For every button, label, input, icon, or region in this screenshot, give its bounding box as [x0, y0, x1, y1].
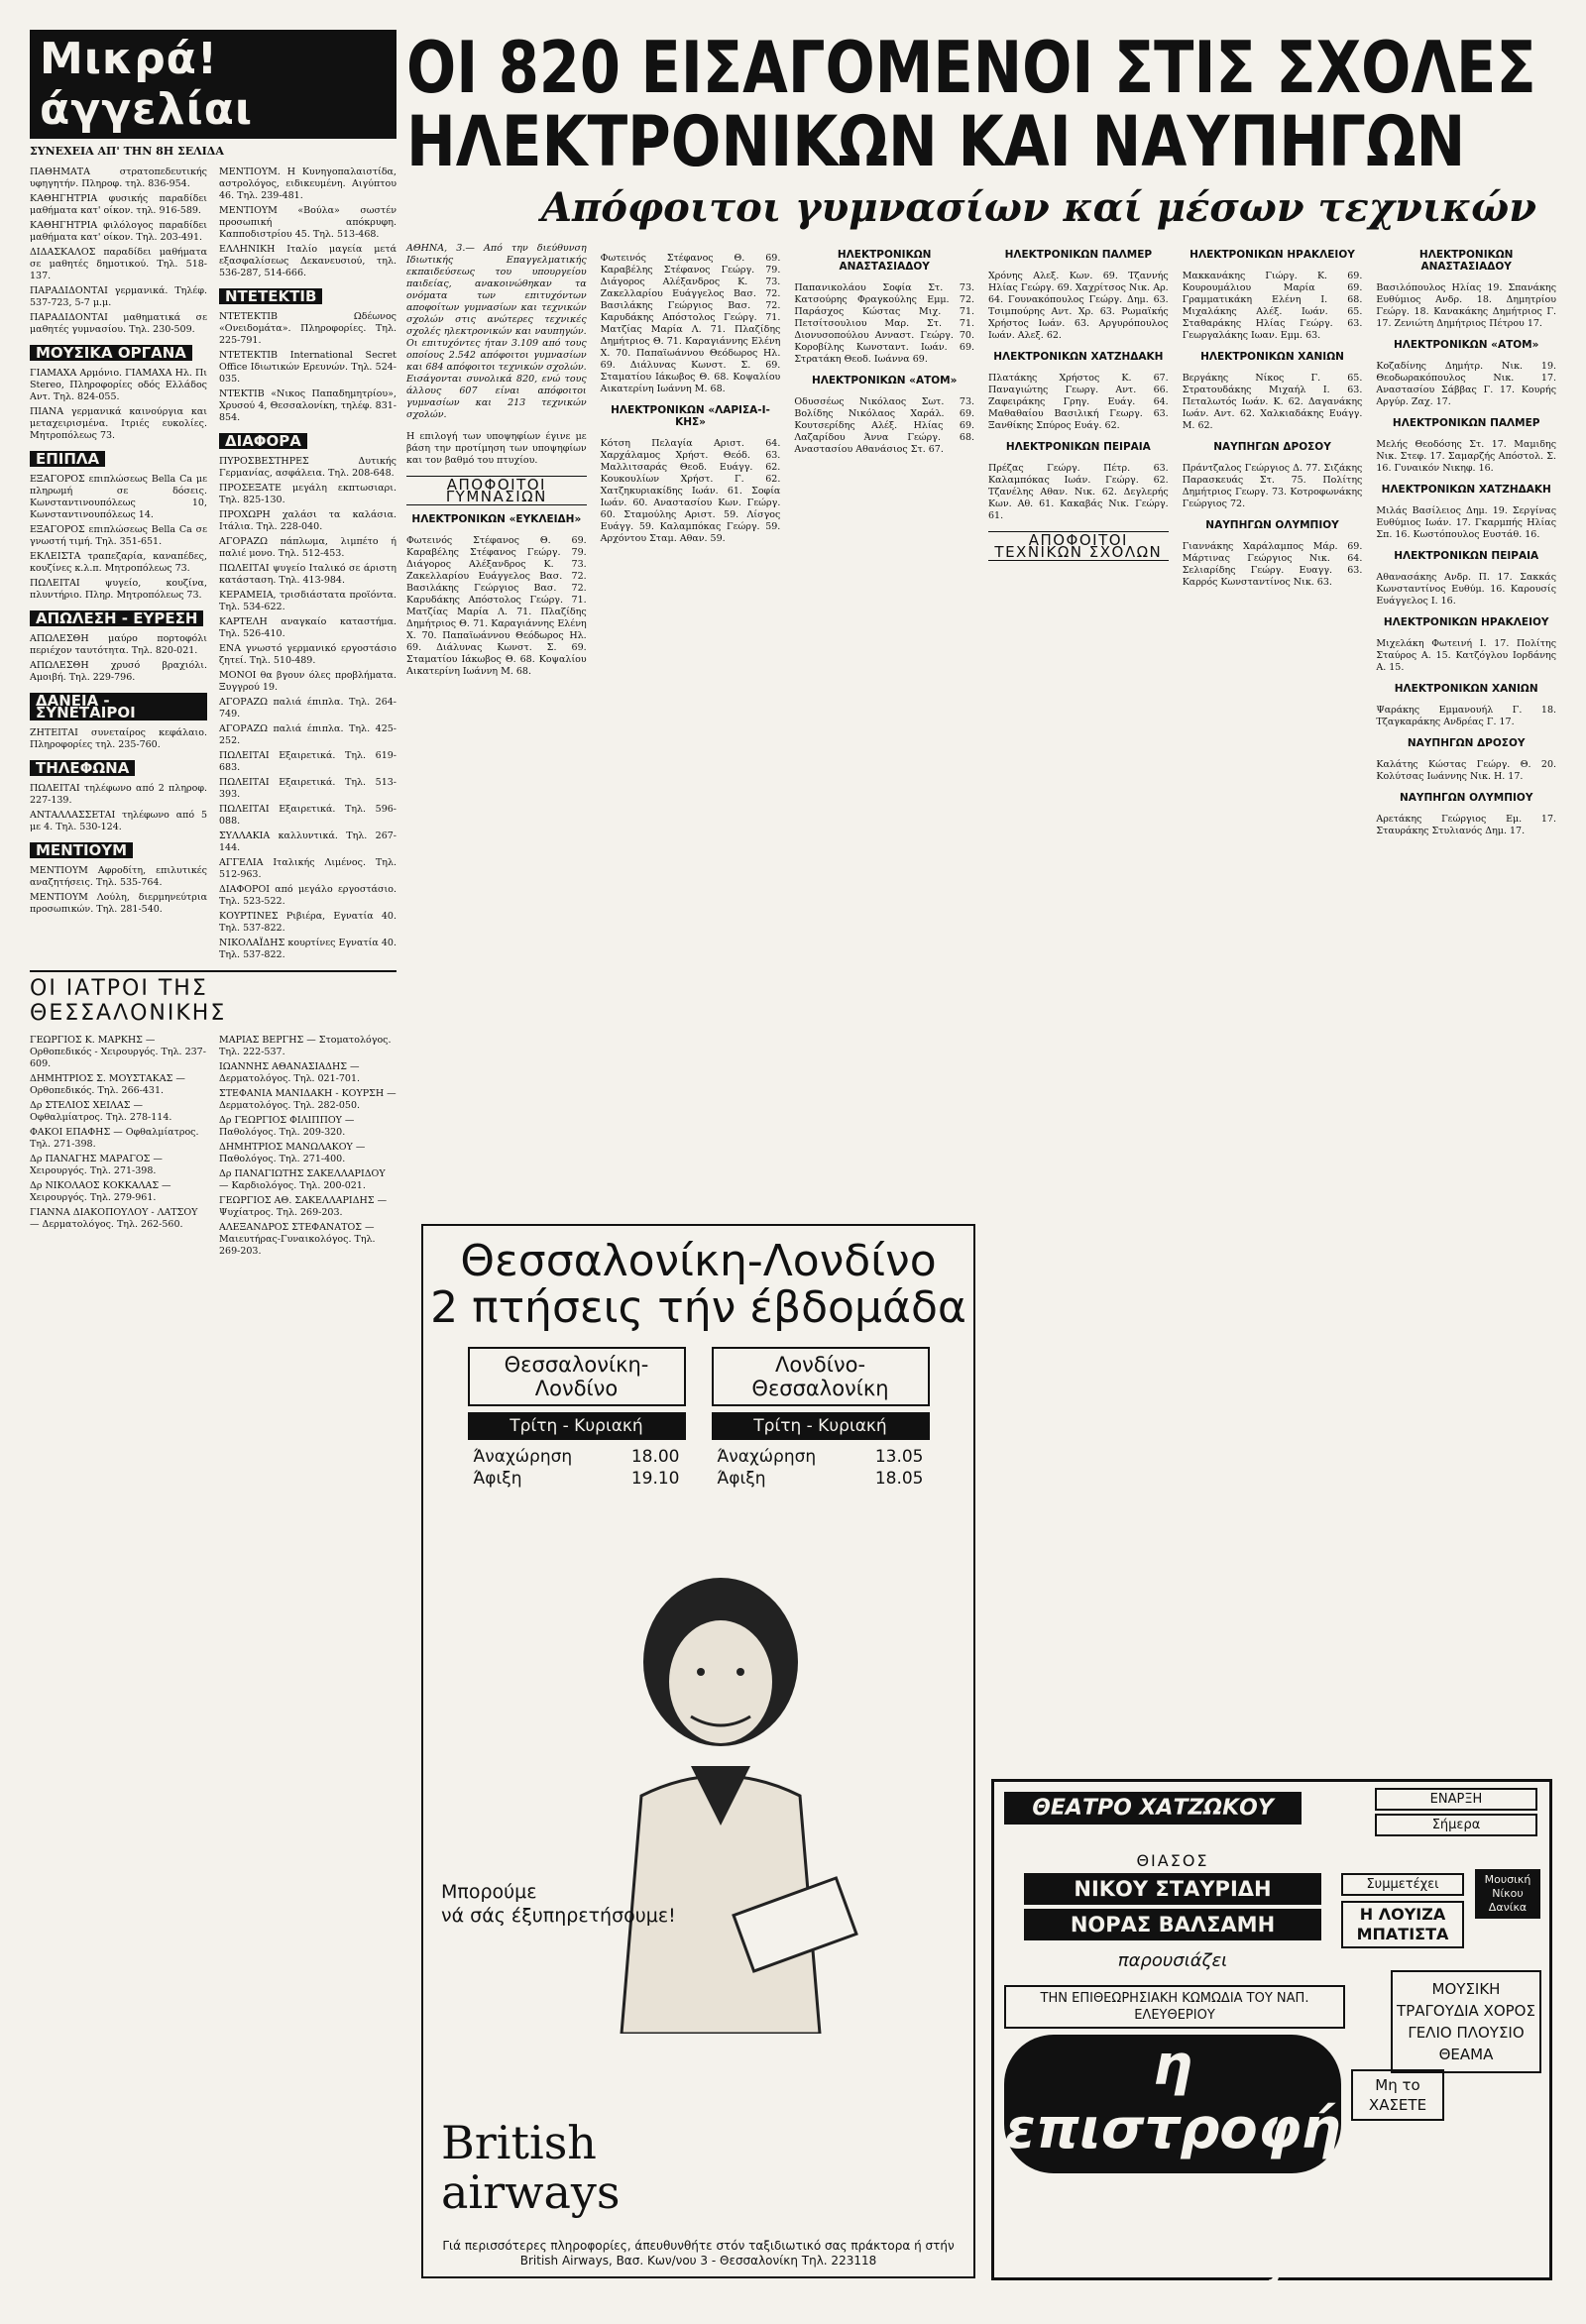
classified-ad: ΠΩΛΕΙΤΑΙ Εξαιρετικά. Τηλ. 619-683.: [219, 750, 396, 773]
school-heading: ΝΑΥΠΗΓΩΝ ΟΛΥΜΠΙΟΥ: [1205, 519, 1339, 531]
classified-ad: ΝΤΕΤΕΚΤΙΒ International Secret Office Ιδιωτικών Ερευνών. Τηλ. 524-035.: [219, 350, 396, 385]
departure-time: 13.05: [874, 1447, 924, 1467]
slogan-line: Μπορούμε: [441, 1881, 537, 1903]
school-heading: ΗΛΕΚΤΡΟΝΙΚΩΝ ΑΝΑΣΤΑΣΙΑΔΟΥ: [1418, 249, 1514, 273]
school-heading: ΗΛΕΚΤΡΟΝΙΚΩΝ ΧΑΝΙΩΝ: [1200, 351, 1344, 363]
today-label: Σήμερα: [1375, 1814, 1537, 1836]
school-list: Μιλάς Βασίλειος Δημ. 19. Σεργίνας Ευθύμιος Ιωάν. 17. Γκαρμπής Ηλίας Σπ. 16. Κωστόπουλος Ευστάθ. 16.: [1376, 504, 1557, 540]
brand-line: British: [441, 2116, 597, 2169]
ad-slogan: [441, 1880, 676, 1928]
doctors-columns: [30, 1032, 396, 1261]
school-list: Πρέζας Γεώργ. Πέτρ. 63. Καλαμπόκας Ιωάν. Γεώργ. 62. Τζανέλης Αθαν. Νικ. 62. Δεγλερής Κων. Αθ. 61. Κακαβάς Νικ. Γεώργ. 61.: [988, 462, 1169, 521]
school-heading: ΗΛΕΚΤΡΟΝΙΚΩΝ ΗΡΑΚΛΕΙΟΥ: [1383, 616, 1549, 628]
theatre-ad: [991, 1779, 1552, 2288]
school-list: Μακκανάκης Γιώργ. Κ. 69. Κουρουμάλιου Μαρία 69. Γραμματικάκη Ελένη Ι. 68. Μιχαλάκης Αλέξ. Ιωάν. 65. Σταθαράκης Ηλίας Γεώργ. 63. Γεωργαλάκης Ιωαν. Εμμ. 63.: [1182, 270, 1363, 341]
doctor-entry: ΔΗΜΗΤΡΙΟΣ Σ. ΜΟΥΣΤΑΚΑΣ — Ορθοπεδικός. Τηλ. 266-431.: [30, 1073, 185, 1096]
doctor-entry: ΓΕΩΡΓΙΟΣ Κ. ΜΑΡΚΗΣ — Ορθοπεδικός - Χειρουργός. Τηλ. 237-609.: [30, 1035, 206, 1069]
school-heading: ΗΛΕΚΤΡΟΝΙΚΩΝ «ΑΤΟΜ»: [1393, 339, 1539, 351]
classified-ad: ΖΗΤΕΙΤΑΙ συνεταίρος κεφάλαιο. Πληροφορίες τηλ. 235-760.: [30, 727, 207, 750]
subheadline: Απόφοιτοι γυμνασίων καί μέσων τεχνικών: [540, 184, 1536, 231]
classified-ad: ΜΕΝΤΙΟΥΜ Λούλη, διερμηνεύτρια προσωπικών. Τηλ. 281-540.: [30, 892, 207, 915]
classified-ad: ΠΑΡΑΔΙΔΟΝΤΑΙ μαθηματικά σε μαθητές γυμνασίου. Τηλ. 230-509.: [30, 312, 207, 335]
classified-ad: ΕΛΛΗΝΙΚΗ Ιταλίο μαγεία μετά εξασφαλίσεως Δεκανευσιού, τηλ. 536-287, 514-666.: [219, 244, 396, 278]
doctor-entry: Δρ ΣΤΕΛΙΟΣ ΧΕΙΛΑΣ — Οφθαλμίατρος. Τηλ. 278-114.: [30, 1100, 172, 1123]
classified-ad: ΑΠΩΛΕΣΘΗ χρυσό βραχιόλι. Αμοιβή. Τηλ. 229-796.: [30, 660, 207, 683]
doctor-entry: ΜΑΡΙΑΣ ΒΕΡΓΗΣ — Στοματολόγος. Τηλ. 222-537.: [219, 1035, 392, 1057]
classifieds-columns: [30, 164, 396, 964]
flight-schedule: [423, 1347, 973, 1490]
doctor-entry: Δρ ΓΕΩΡΓΙΟΣ ΦΙΛΙΠΠΟΥ — Παθολόγος. Τηλ. 209-320.: [219, 1115, 355, 1138]
article-column: [601, 243, 781, 846]
doctors-heading: ΟΙ ΙΑΤΡΟΙ ΤΗΣ ΘΕΣΣΑΛΟΝΙΚΗΣ: [30, 970, 396, 1026]
ad-title: Θεσσαλονίκη-Λονδίνο: [460, 1236, 937, 1286]
school-list: Πλατάκης Χρήστος Κ. 67. Παναγιώτης Γεωργ. Αντ. 66. Ζαφειράκης Γρηγ. Ευάγ. 64. Μαθαθαίου Βασιλική Γεωργ. 63. Ξανθίκης Σπύρος Ευάγ. 62.: [988, 372, 1169, 431]
article-paragraph: Η επιλογή των υποψηφίων έγινε με βάση την προτίμηση των υποψηφίων και τον βαθμό του πτυχίου.: [406, 430, 587, 466]
classified-ad: ΔΙΔΑΣΚΑΛΟΣ παραδίδει μαθήματα σε μαθητές δημοτικού. Τηλ. 518-137.: [30, 247, 207, 281]
doctor-entry: ΓΕΩΡΓΙΟΣ ΑΘ. ΣΑΚΕΛΛΑΡΙΔΗΣ — Ψυχίατρος. Τηλ. 269-203.: [219, 1195, 388, 1218]
play-title: η επιστροφή της....... Λούλας: [1004, 2034, 1341, 2288]
school-list: Βασιλόπουλος Ηλίας 19. Σπανάκης Ευθύμιος Ανδρ. 18. Δημητρίου Γεώργ. 18. Κανακάκης Δημήτριος Γ. 17. Ζενιώτη Δημήτριος Πέτρου 17.: [1376, 281, 1557, 329]
times: [712, 1446, 930, 1490]
days-label: Τρίτη - Κυριακή: [468, 1412, 686, 1440]
doctors-col-1: [30, 1032, 207, 1261]
dont-miss-label: Μη το ΧΑΣΕΤΕ: [1351, 2069, 1444, 2121]
guest-performer: Η ΛΟΥΙΖΑ ΜΠΑΤΙΣΤΑ: [1341, 1901, 1464, 1948]
headline-line-2: ΗΛΕΚΤΡΟΝΙΚΩΝ ΚΑΙ ΝΑΥΠΗΓΩΝ: [406, 101, 1466, 182]
continued-note: ΣΥΝΕΧΕΙΑ ΑΠ' ΤΗΝ 8Η ΣΕΛΙΔΑ: [30, 145, 224, 158]
article-body: [406, 243, 1556, 846]
doctor-entry: Δρ ΝΙΚΟΛΑΟΣ ΚΟΚΚΑΛΑΣ — Χειρουργός. Τηλ. 279-961.: [30, 1180, 171, 1203]
departure-label: Άναχώρηση: [473, 1447, 573, 1467]
presents-label: παρουσιάζει: [1117, 1950, 1228, 1971]
troupe-label: ΘΙΑΣΟΣ: [1136, 1851, 1209, 1870]
ad-subtitle: 2 πτήσεις τήν έβδομάδα: [430, 1282, 966, 1333]
classified-ad: ΠΑΡΑΔΙΔΟΝΤΑΙ γερμανικά. Τηλέφ. 537-723, 5-7 μ.μ.: [30, 285, 207, 308]
section-heading: ΑΠΩΛΕΣΗ - ΕΥΡΕΣΗ: [30, 610, 203, 626]
section-heading: ΕΠΙΠΛΑ: [30, 451, 105, 467]
schedule-outbound: [468, 1347, 686, 1490]
departure-row: [712, 1446, 930, 1468]
school-list: Αθανασάκης Ανδρ. Π. 17. Σακκάς Κωνσταντίνος Ευθύμ. 16. Καρουσίς Ευάγγελος Ι. 16.: [1376, 571, 1557, 607]
british-airways-ad: [421, 1224, 975, 2278]
classified-ad: ΝΤΕΤΕΚΤΙΒ Ωδέωνος «Ονειδομάτα». Πληροφορίες. Τηλ. 225-791.: [219, 311, 396, 346]
classified-ad: ΑΠΩΛΕΣΘΗ μαύρο πορτοφόλι περιέχον ταυτότητα. Τηλ. 820-021.: [30, 633, 207, 656]
classified-ad: ΝΤΕΚΤΙΒ «Νικος Παπαδημητρίου», Χρυσού 4, Θεσσαλονίκη, τηλέφ. 831-854.: [219, 388, 396, 423]
slogan-line: νά σάς έξυπηρετήσουμε!: [441, 1905, 676, 1927]
school-list: Κότση Πελαγία Αριστ. 64. Χαρχάλαμος Χρήστ. Θεόδ. 63. Μαλλιτσαράς Θεοδ. Ευάγγ. 62. Κουκουλίων Χρήστ. Γ. 62. Χατζηκυριακίδης Ιωάν. 61. Σοφία Ιωάν. 60. Αναστασίου Κων. Γεώργ. 60. Σταμούλης Αριστ. 59. Λίσγος Ευάγγ. 59. Καλαμπόκας Γεώργ. 59. Αρχόντου Σταμ. Αθαν. 59.: [600, 437, 781, 544]
school-list: Ψαράκης Εμμανουήλ Γ. 18. Τζαγκαράκης Ανδρέας Γ. 17.: [1376, 704, 1557, 727]
school-list: Μελής Θεοδόσης Στ. 17. Μαμιδης Νικ. Στεφ. 17. Σαμαρζής Απόστολ. Σ. 16. Γυναικόν Νικηφ. 16.: [1376, 438, 1557, 474]
article-lead: ΑΘΗΝΑ, 3.— Από την διεύθυνση Ιδιωτικής Επαγγελματικής εκπαιδεύσεως του υπουργείου παιδείας, ανακοινώθηκαν τα ονόματα των επιτυχόντων αποφοίτων γυμνασίων και τεχνικών σχολών στις ανώτερες τεχνικές σχολές ηλεκτρονικών και ναυπηγών. Οι επιτυχόντες ήταν 3.109 από τους οποίους 2.542 απόφοιτοι γυμνασίων και 684 απόφοιτοι τεχνικών σχολών. Εισάγονται συνολικά 820, ενώ τους άλλους 607 είναι απόφοιτοι γυμνασίων και 213 τεχνικών σχολών.: [406, 243, 587, 420]
section-heading: ΜΟΥΣΙΚΑ ΟΡΓΑΝΑ: [30, 345, 192, 361]
school-list: Παπανικολάου Σοφία Στ. 73. Κατσούρης Φραγκούλης Εμμ. 72. Παράσχος Κώστας Μιχ. 71. Πετσίτσουλιου Μαρ. Στ. 71. Διονυσοπούλου Ανναστ. Γεώργ. 70. Κοροβίλης Κωνσταντ. Ιωάν. 69. Στρατάκη Θεοδ. Ιωάννα 69.: [794, 281, 975, 365]
school-heading: ΗΛΕΚΤΡΟΝΙΚΩΝ ΧΑΤΖΗΔΑΚΗ: [993, 351, 1164, 363]
section-heading: ΔΙΑΦΟΡΑ: [219, 433, 307, 449]
article-column: [1376, 243, 1556, 846]
classifieds-column: [30, 30, 396, 2279]
classified-ad: ΜΕΝΤΙΟΥΜ «Βούλα» σωστέν προσωπική απόκρυφη. Καπποδιστρίου 45. Τηλ. 513-468.: [219, 205, 396, 240]
school-heading: ΝΑΥΠΗΓΩΝ ΔΡΟΣΟΥ: [1213, 441, 1331, 453]
classified-ad: ΚΟΥΡΤΙΝΕΣ Ριβιέρα, Εγνατία 40. Τηλ. 537-822.: [219, 911, 396, 934]
classified-ad: ΚΑΘΗΓΗΤΡΙΑ φυσικής παραδίδει μαθήματα κατ' οίκον. τηλ. 916-589.: [30, 193, 207, 216]
school-heading: ΗΛΕΚΤΡΟΝΙΚΩΝ ΠΑΛΜΕΡ: [1392, 417, 1540, 429]
classified-ad: ΠΑΘΗΜΑΤΑ στρατοπεδευτικής υφηγητήν. Πληροφ. τηλ. 836-954.: [30, 166, 207, 189]
arrival-time: 19.10: [630, 1469, 680, 1489]
classified-ad: ΜΕΝΤΙΟΥΜ. Η Κυνηγοπαλαιστίδα, αστρολόγος, ειδικευμένη. Αιγύπτου 46. Τηλ. 239-481.: [219, 166, 396, 201]
doctors-col-2: [219, 1032, 396, 1261]
classified-ad: ΝΙΚΟΛΑΪΔΗΣ κουρτίνες Εγνατία 40. Τηλ. 537-822.: [219, 938, 396, 960]
school-list: Χρόνης Αλεξ. Κων. 69. Τζαννής Ηλίας Γεώργ. 69. Χαχρίτσος Νικ. Αρ. 64. Γουνακόπουλος Γεώργ. Δημ. 63. Τσιμπούρης Αντ. Χρ. 63. Ρωμαϊκής Χρήστος Ιωάν. 63. Αργυρόπουλος Ιωάν. Αλεξ. 62.: [988, 270, 1169, 341]
school-heading: ΗΛΕΚΤΡΟΝΙΚΩΝ ΠΕΙΡΑΙΑ: [1394, 550, 1539, 562]
arrival-label: Άφιξη: [717, 1469, 766, 1489]
classified-ad: ΔΙΑΦΟΡΟΙ από μεγάλο εργοστάσιο. Τηλ. 523-522.: [219, 884, 396, 907]
school-list: Οδυσσέως Νικόλαος Σωτ. 73. Βολίδης Νικόλαος Χαράλ. 69. Κουτσερίδης Αλέξ. Ηλίας 69. Λαζαρίδου Άννα Γεώργ. 68. Αναστασίου Αθανάσιος Στ. 67.: [794, 395, 975, 455]
section-heading: ΤΗΛΕΦΩΝΑ: [30, 760, 135, 776]
doctor-entry: Δρ ΠΑΝΑΓΙΩΤΗΣ ΣΑΚΕΛΛΑΡΙΔΟΥ — Καρδιολόγος. Τηλ. 200-021.: [219, 1168, 386, 1191]
classified-ad: ΕΞΑΓΟΡΟΣ επιπλώσεως Bella Ca με πληρωμή σε δόσεις. Κωνσταντινουπόλεως 10, Κωνσταντινουπόλεως 14.: [30, 474, 207, 520]
classified-ad: ΑΓΓΕΛΙΑ Ιταλικής Λιμένος. Τηλ. 512-963.: [219, 857, 396, 880]
classified-ad: ΓΙΑΜΑΧΑ Αρμόνιο. ΓΙΑΜΑΧΑ Ηλ. Πι Stereo, Πληροφορίες οδός Ελλάδος Αντ. Τηλ. 824-055.: [30, 368, 207, 402]
classified-ad: ΠΙΑΝΑ γερμανικά καινούργια και μεταχειρισμένα. Ιτριές ευκολίες. Μητροπόλεως 73.: [30, 406, 207, 441]
school-list: Μιχελάκη Φωτεινή Ι. 17. Πολίτης Σταύρος Α. 15. Κατζόγλου Ιορδάνης Α. 15.: [1376, 637, 1557, 673]
school-heading: ΗΛΕΚΤΡΟΝΙΚΩΝ «ΕΥΚΛΕΙΔΗ»: [411, 513, 582, 525]
comedy-description: ΤΗΝ ΕΠΙΘΕΩΡΗΣΙΑΚΗ ΚΩΜΩΔΙΑ ΤΟΥ ΝΑΠ. ΕΛΕΥΘΕΡΙΟΥ: [1004, 1985, 1345, 2029]
school-heading: ΗΛΕΚΤΡΟΝΙΚΩΝ «ΑΤΟΜ»: [811, 375, 958, 387]
headline-line-1: ΟΙ 820 ΕΙΣΑΓΟΜΕΝΟΙ ΣΤΙΣ ΣΧΟΛΕΣ: [406, 26, 1536, 109]
doctor-entry: ΔΗΜΗΤΡΙΟΣ ΜΑΝΩΛΑΚΟΥ — Παθολόγος. Τηλ. 271-400.: [219, 1142, 366, 1164]
arrival-time: 18.05: [874, 1469, 924, 1489]
classified-ad: ΠΩΛΕΙΤΑΙ ψυγείο, κουζίνα, πλυντήριο. Πληρ. Μητροπόλεως 73.: [30, 578, 207, 601]
school-list: Κοζαδίνης Δημήτρ. Νικ. 19. Θεοδωρακόπουλος Νικ. 17. Αναστασίου Σάββας Γ. 17. Κουρής Αργύρ. Ζαχ. 17.: [1376, 360, 1557, 407]
classified-ad: ΕΞΑΓΟΡΟΣ επιπλώσεως Bella Ca σε γνωστή τιμή. Τηλ. 351-651.: [30, 524, 207, 547]
article-column: [1183, 243, 1363, 846]
doctor-entry: ΓΙΑΝΝΑ ΔΙΑΚΟΠΟΥΛΟΥ - ΛΑΤΣΟΥ — Δερματολόγος. Τηλ. 262-560.: [30, 1207, 198, 1230]
school-heading: ΗΛΕΚΤΡΟΝΙΚΩΝ ΠΕΙΡΑΙΑ: [1005, 441, 1151, 453]
doctor-entry: ΑΛΕΞΑΝΔΡΟΣ ΣΤΕΦΑΝΑΤΟΣ — Μαιευτήρας-Γυναικολόγος. Τηλ. 269-203.: [219, 1222, 376, 1257]
classified-ad: ΠΡΟΣΕΞΑΤΕ μεγάλη εκπτωσιαρι. Τηλ. 825-130.: [219, 483, 396, 505]
classified-ad: ΠΩΛΕΙΤΑΙ τηλέφωνο από 2 πληροφ. 227-139.: [30, 783, 207, 806]
classified-ad: ΣΥΛΛΑΚΙΑ καλλυντικά. Τηλ. 267-144.: [219, 830, 396, 853]
school-list: Καλάτης Κώστας Γεώργ. Θ. 20. Κολύτσας Ιωάννης Νικ. Η. 17.: [1376, 758, 1557, 782]
school-list: Φωτεινός Στέφανος Θ. 69. Καραβέλης Στέφανος Γεώργ. 79. Διάγορος Αλέξανδρος Κ. 73. Ζακελλαρίου Ευάγγελος Βασ. 72. Βασιλάκης Γεώργιος Βασ. 72. Καρυδάκης Απόστολος Γεώργ. 71. Ματζίας Μαρία Λ. 71. Πλαζίδης Δημήτριος Θ. 71. Καραγιάννης Ελένη Χ. 70. Παπαϊωάννου Θεόδωρος Ηλ. 69. Διάλυνας Κωνστ. Σ. 69. Σταματίου Ιάκωβος Θ. 68. Κοψαλίου Αικατερίνη Ιωάννη Μ. 68.: [406, 534, 587, 677]
classified-ad: ΠΥΡΟΣΒΕΣΤΗΡΕΣ Δυτικής Γερμανίας, ασφάλεια. Τηλ. 208-648.: [219, 456, 396, 479]
classifieds-col-1: [30, 164, 207, 964]
departure-time: 18.00: [630, 1447, 680, 1467]
arrival-row: [712, 1468, 930, 1490]
school-heading: ΝΑΥΠΗΓΩΝ ΔΡΟΣΟΥ: [1407, 737, 1526, 749]
gymnasium-header: ΑΠΟΦΟΙΤΟΙ ΓΥΜΝΑΣΙΩΝ: [406, 476, 587, 505]
theatre-name: ΘΕΑΤΡΟ ΧΑΤΖΩΚΟΥ: [1004, 1792, 1302, 1825]
classified-ad: ΚΑΘΗΓΗΤΡΙΑ φιλόλογος παραδίδει μαθήματα κατ' οίκον. Τηλ. 203-491.: [30, 220, 207, 243]
arrival-label: Άφιξη: [473, 1469, 522, 1489]
school-list: Φωτεινός Στέφανος Θ. 69. Καραβέλης Στέφανος Γεώργ. 79. Διάγορος Αλέξανδρος Κ. 73. Ζακελλαρίου Ευάγγελος Βασ. 72. Βασιλάκης Γεώργιος Βασ. 72. Καρυδάκης Απόστολος Γεώργ. 71. Ματζίας Μαρία Λ. 71. Πλαζίδης Δημήτριος Θ. 71. Καραγιάννης Ελένη Χ. 70. Παπαϊωάννου Θεόδωρος Ηλ. 69. Διάλυνας Κωνστ. Σ. 69. Σταματίου Ιάκωβος Θ. 68. Κοψαλίου Αικατερίνη Ιωάννη Μ. 68.: [600, 252, 781, 394]
brand-line: airways: [441, 2165, 621, 2219]
article-column: [988, 243, 1169, 846]
section-heading: ΜΕΝΤΙΟΥΜ: [30, 842, 133, 858]
classified-ad: ΑΓΟΡΑΖΩ πάπλωμα, λιμπέτο ή παλιέ μονο. Τηλ. 512-453.: [219, 536, 396, 559]
times: [468, 1446, 686, 1490]
classified-ad: ΕΚΛΕΙΣΤΑ τραπεζαρία, καναπέδες, κουζίνες κ.λ.π. Μητροπόλεως 73.: [30, 551, 207, 574]
route-label: Θεσσαλονίκη-Λονδίνο: [468, 1347, 686, 1406]
classifieds-banner: Μικρά! άγγελίαι: [30, 30, 396, 139]
school-heading: ΗΛΕΚΤΡΟΝΙΚΩΝ ΧΑΤΖΗΔΑΚΗ: [1381, 484, 1551, 496]
classified-ad: ΚΕΡΑΜΕΙΑ, τρισδιάστατα προϊόντα. Τηλ. 534-622.: [219, 590, 396, 612]
classified-ad: ΠΩΛΕΙΤΑΙ Εξαιρετικά. Τηλ. 596-088.: [219, 804, 396, 827]
classified-ad: ΑΓΟΡΑΖΩ παλιά έπιπλα. Τηλ. 425-252.: [219, 723, 396, 746]
school-list: Γιαννάκης Χαράλαμπος Μάρ. 69. Μάρτινας Γεώργιος Νικ. 64. Σελιαρίδης Γεώργ. Ευαγγ. 63. Καρρός Κωνσταντίνος Νικ. 63.: [1182, 540, 1363, 588]
start-label: ΕΝΑΡΞΗ: [1375, 1788, 1537, 1811]
classified-ad: ΜΟΝΟΙ θα βγουν όλες προβλήματα. Ξυγγρού 19.: [219, 670, 396, 693]
doctor-entry: Δρ ΠΑΝΑΓΗΣ ΜΑΡΑΓΟΣ — Χειρουργός. Τηλ. 271-398.: [30, 1154, 163, 1176]
ad-footer: Γιά περισσότερες πληροφορίες, άπευθυνθήτε στόν ταξιδιωτικό σας πράκτορα ή στήν British Airways, Βασ. Κων/νου 3 - Θεσσαλονίκη Τηλ. 223118: [442, 2239, 955, 2268]
british-airways-logo: [441, 2118, 621, 2217]
route-label: Λονδίνο-Θεσσαλονίκη: [712, 1347, 930, 1406]
show-highlights: ΜΟΥΣΙΚΗ ΤΡΑΓΟΥΔΙΑ ΧΟΡΟΣ ΓΕΛΙΟ ΠΛΟΥΣΙΟ ΘΕΑΜΑ: [1391, 1970, 1541, 2073]
classified-ad: ΠΩΛΕΙΤΑΙ Εξαιρετικά. Τηλ. 513-393.: [219, 777, 396, 800]
music-credit: Μουσική Νίκου Δανίκα: [1475, 1869, 1540, 1919]
schedule-return: [712, 1347, 930, 1490]
section-heading: ΔΑΝΕΙΑ - ΣΥΝΕΤΑΙΡΟΙ: [30, 693, 207, 720]
article-column: [406, 243, 587, 846]
school-heading: ΗΛΕΚΤΡΟΝΙΚΩΝ ΧΑΝΙΩΝ: [1394, 683, 1538, 695]
school-list: Πράντζαλος Γεώργιος Δ. 77. Σιζάκης Παρασκευάς Στ. 75. Πολίτης Δημήτριος Γεωργ. 73. Κοτροφωνάκης Γεώργιος 72.: [1182, 462, 1363, 509]
days-label: Τρίτη - Κυριακή: [712, 1412, 930, 1440]
school-heading: ΗΛΕΚΤΡΟΝΙΚΩΝ ΠΑΛΜΕΡ: [1004, 249, 1153, 261]
performer-name: ΝΟΡΑΣ ΒΑΛΣΑΜΗ: [1024, 1909, 1321, 1940]
school-list: Βεργάκης Νίκος Γ. 65. Στρατουδάκης Μιχαήλ Ι. 63. Πεταλωτός Ιωάν. Κ. 62. Δαγανάκης Ιωάν. Αντ. 62. Χαλκιαδάκης Ευάγγ. Μ. 62.: [1182, 372, 1363, 431]
doctor-entry: ΦΑΚΟΙ ΕΠΑΦΗΣ — Οφθαλμίατρος. Τηλ. 271-398.: [30, 1127, 199, 1150]
classified-ad: ΑΝΤΑΛΛΑΣΣΕΤΑΙ τηλέφωνο από 5 με 4. Τηλ. 530-124.: [30, 810, 207, 832]
classifieds-col-2: [219, 164, 396, 964]
stewardess-illustration: [582, 1568, 859, 2034]
classified-ad: ΠΡΟΧΩΡΗ χαλάσι τα καλάσια. Ιτάλια. Τηλ. 228-040.: [219, 509, 396, 532]
main-article: [406, 26, 1557, 846]
technical-header: ΑΠΟΦΟΙΤΟΙ ΤΕΧΝΙΚΩΝ ΣΧΟΛΩΝ: [988, 531, 1169, 561]
school-heading: ΗΛΕΚΤΡΟΝΙΚΩΝ ΑΝΑΣΤΑΣΙΑΔΟΥ: [837, 249, 932, 273]
doctor-entry: ΣΤΕΦΑΝΙΑ ΜΑΝΙΔΑΚΗ - ΚΟΥΡΣΗ — Δερματολόγος. Τηλ. 282-050.: [219, 1088, 396, 1111]
departure-label: Άναχώρηση: [717, 1447, 817, 1467]
arrival-row: [468, 1468, 686, 1490]
classified-ad: ΕΝΑ γνωστό γερμανικό εργοστάσιο ζητεί. Τηλ. 510-489.: [219, 643, 396, 666]
participates-label: Συμμετέχει: [1341, 1873, 1464, 1896]
classified-ad: ΚΑΡΤΕΛΗ αναγκαίο καταστήμα. Τηλ. 526-410.: [219, 616, 396, 639]
school-heading: ΝΑΥΠΗΓΩΝ ΟΛΥΜΠΙΟΥ: [1399, 792, 1533, 804]
classified-ad: ΜΕΝΤΙΟΥΜ Αφροδίτη, επιλυτικές αναζητήσεις. Τηλ. 535-764.: [30, 865, 207, 888]
performer-name: ΝΙΚΟΥ ΣΤΑΥΡΙΔΗ: [1024, 1873, 1321, 1905]
departure-row: [468, 1446, 686, 1468]
school-heading: ΗΛΕΚΤΡΟΝΙΚΩΝ «ΛΑΡΙΣΑ-Ι-ΚΗΣ»: [611, 404, 770, 428]
school-heading: ΗΛΕΚΤΡΟΝΙΚΩΝ ΗΡΑΚΛΕΙΟΥ: [1190, 249, 1355, 261]
article-column: [794, 243, 974, 846]
section-heading: ΝΤΕΤΕΚΤΙΒ: [219, 288, 322, 304]
school-list: Αρετάκης Γεώργιος Εμ. 17. Σταυράκης Στυλιανός Δημ. 17.: [1376, 813, 1557, 836]
classified-ad: ΠΩΛΕΙΤΑΙ ψυγείο Ιταλικό σε άριστη κατάσταση. Τηλ. 413-984.: [219, 563, 396, 586]
classified-ad: ΑΓΟΡΑΖΩ παλιά έπιπλα. Τηλ. 264-749.: [219, 697, 396, 719]
doctor-entry: ΙΩΑΝΝΗΣ ΑΘΑΝΑΣΙΑΔΗΣ — Δερματολόγος. Τηλ. 021-701.: [219, 1061, 361, 1084]
